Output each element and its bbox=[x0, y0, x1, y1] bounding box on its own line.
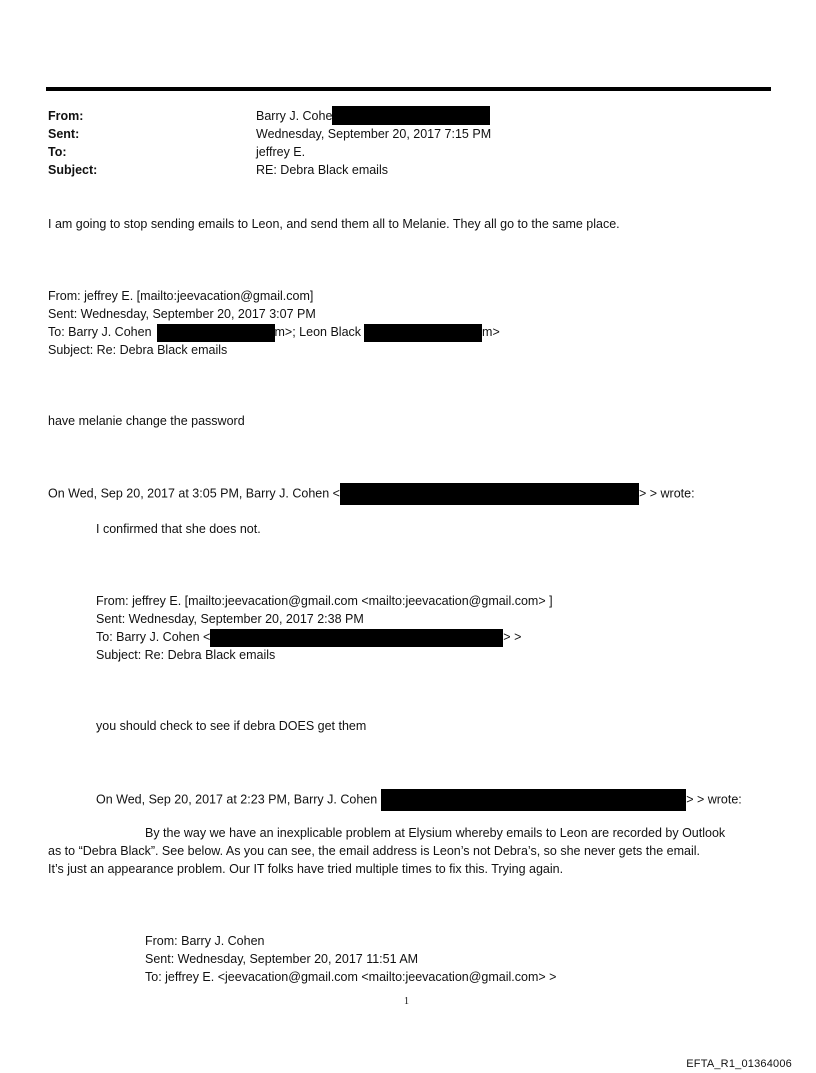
quote1-from: From: jeffrey E. [mailto:jeevacation@gmail.com] bbox=[48, 289, 314, 303]
subject-value: RE: Debra Black emails bbox=[256, 163, 388, 177]
on-wed-1-suffix: > > wrote: bbox=[638, 486, 695, 501]
page-number: 1 bbox=[404, 996, 409, 1007]
redaction-block bbox=[157, 324, 275, 342]
redaction-block bbox=[332, 106, 490, 125]
confirm-text: I confirmed that she does not. bbox=[96, 522, 261, 536]
quote3-to: To: jeffrey E. <jeevacation@gmail.com <mailto:jeevacation@gmail.com> > bbox=[145, 970, 557, 984]
on-wed-2-suffix: > > wrote: bbox=[686, 792, 742, 807]
quote2-from: From: jeffrey E. [mailto:jeevacation@gmail.com <mailto:jeevacation@gmail.com> ] bbox=[96, 594, 553, 608]
sent-label: Sent: bbox=[48, 127, 80, 141]
quote2-sent: Sent: Wednesday, September 20, 2017 2:38 PM bbox=[96, 612, 364, 626]
redaction-block bbox=[364, 324, 482, 342]
quote2-subject: Subject: Re: Debra Black emails bbox=[96, 648, 276, 662]
from-value bbox=[256, 107, 490, 125]
long-para-line-1: By the way we have an inexplicable problem at Elysium whereby emails to Leon are recorded by Outlook bbox=[145, 826, 726, 840]
quote1-sent: Sent: Wednesday, September 20, 2017 3:07 PM bbox=[48, 307, 316, 321]
subject-label: Subject: bbox=[48, 163, 98, 177]
to-value: jeffrey E. bbox=[256, 145, 306, 159]
body-top-text: I am going to stop sending emails to Leon, and send them all to Melanie. They all go to the same place. bbox=[48, 217, 620, 231]
on-wed-line-1 bbox=[48, 483, 695, 501]
quote3-sent: Sent: Wednesday, September 20, 2017 11:51 AM bbox=[145, 952, 419, 966]
long-para-line-3: It’s just an appearance problem. Our IT folks have tried multiple times to fix this. Trying again. bbox=[48, 862, 564, 876]
quote1-to bbox=[48, 323, 500, 341]
on-wed-1-prefix: On Wed, Sep 20, 2017 at 3:05 PM, Barry J. Cohen < bbox=[48, 486, 340, 501]
quote1-subject: Subject: Re: Debra Black emails bbox=[48, 343, 228, 357]
long-para-line-2: as to “Debra Black”. See below. As you can see, the email address is Leon’s not Debra’s, so she never gets the email. bbox=[48, 844, 700, 858]
on-wed-2-prefix: On Wed, Sep 20, 2017 at 2:23 PM, Barry J. Cohen bbox=[96, 792, 378, 807]
quote1-body: have melanie change the password bbox=[48, 414, 245, 428]
quote2-to-a: To: Barry J. Cohen < bbox=[96, 630, 211, 644]
on-wed-line-2 bbox=[96, 789, 742, 807]
quote2-to-b: > > bbox=[503, 630, 522, 644]
to-label: To: bbox=[48, 145, 67, 159]
quote2-body: you should check to see if debra DOES get them bbox=[96, 719, 367, 733]
document-id: EFTA_R1_01364006 bbox=[686, 1058, 792, 1070]
redaction-block bbox=[381, 789, 686, 811]
quote2-to bbox=[96, 628, 521, 646]
header-rule bbox=[46, 87, 771, 91]
quote1-to-a: To: Barry J. Cohen bbox=[48, 325, 152, 339]
redaction-block bbox=[210, 629, 503, 647]
quote1-to-b: m>; Leon Black bbox=[274, 325, 362, 339]
redaction-block bbox=[340, 483, 639, 505]
from-value-text: Barry J. Cohe bbox=[256, 109, 333, 123]
sent-value: Wednesday, September 20, 2017 7:15 PM bbox=[256, 127, 492, 141]
quote1-to-c: m> bbox=[482, 325, 500, 339]
quote3-from: From: Barry J. Cohen bbox=[145, 934, 265, 948]
from-label: From: bbox=[48, 109, 84, 123]
